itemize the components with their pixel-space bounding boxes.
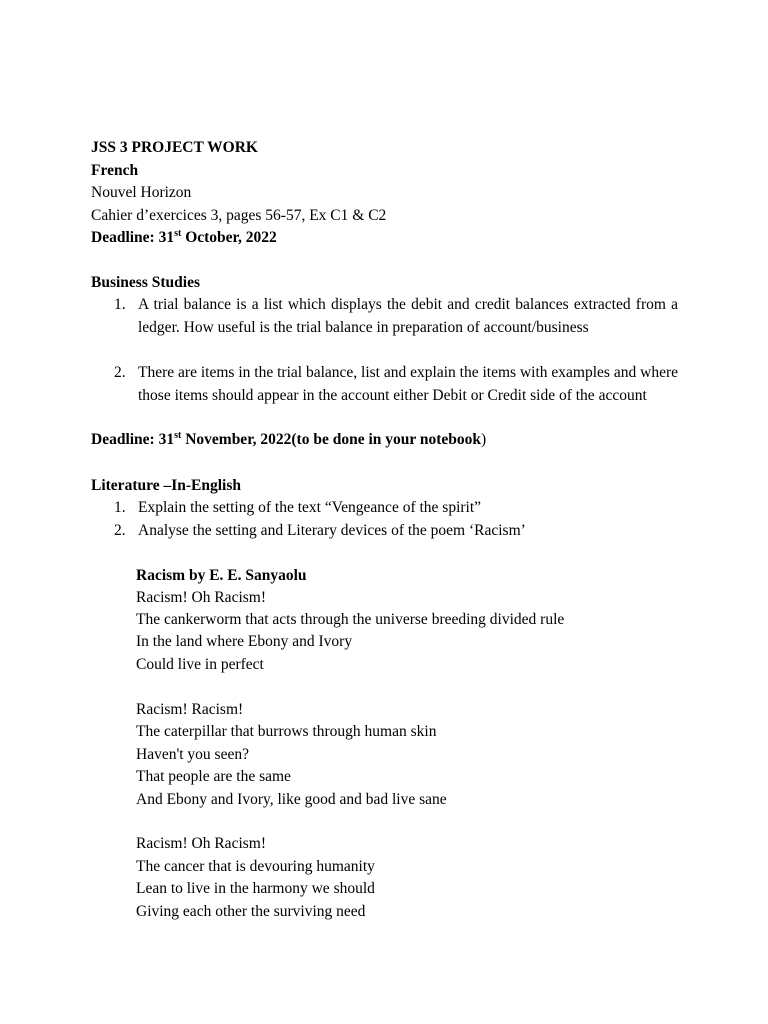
literature-item-2 [114, 520, 678, 543]
business-deadline-suffix: November, 2022(to be done in your notebook [181, 431, 482, 448]
french-deadline-suffix: October, 2022 [181, 229, 277, 246]
literature-item-1-number: 1. [114, 499, 126, 516]
poem-line: That people are the same [136, 768, 291, 785]
poem-title: Racism by E. E. Sanyaolu [136, 567, 307, 584]
french-task: Cahier d’exercices 3, pages 56-57, Ex C1 & C2 [91, 207, 387, 224]
french-deadline [91, 227, 277, 249]
business-deadline [91, 429, 486, 451]
poem-line: Could live in perfect [136, 656, 264, 673]
literature-item-2-text: Analyse the setting and Literary devices of the poem ‘Racism’ [138, 522, 526, 539]
literature-heading: Literature –In-English [91, 477, 241, 494]
french-book: Nouvel Horizon [91, 184, 192, 201]
french-heading: French [91, 162, 139, 179]
literature-item-2-number: 2. [114, 522, 126, 539]
literature-item-1 [114, 497, 678, 520]
business-item-1 [114, 294, 678, 339]
business-item-1-text: A trial balance is a list which displays the debit and credit balances extracted from a ledger. How useful is the trial balance in preparation of account/business [138, 296, 678, 336]
poem-line: Racism! Oh Racism! [136, 835, 267, 852]
poem-line: The caterpillar that burrows through human skin [136, 723, 437, 740]
poem-line: Haven't you seen? [136, 746, 249, 763]
french-deadline-prefix: Deadline: 31 [91, 229, 175, 246]
business-heading: Business Studies [91, 274, 200, 291]
french-deadline-sup: st [174, 227, 182, 239]
poem-line: Giving each other the surviving need [136, 903, 366, 920]
document-title: JSS 3 PROJECT WORK [91, 139, 258, 156]
business-item-1-number: 1. [114, 296, 126, 313]
poem-line: Racism! Racism! [136, 701, 244, 718]
business-deadline-sup: st [174, 429, 182, 441]
business-item-2-number: 2. [114, 364, 126, 381]
business-deadline-close: ) [481, 431, 487, 448]
poem-line: The cancer that is devouring humanity [136, 858, 375, 875]
poem-line: Lean to live in the harmony we should [136, 880, 375, 897]
business-item-2-text: There are items in the trial balance, list and explain the items with examples and where those items should appear in the account either Debit or Credit side of the account [138, 364, 678, 404]
poem-line: Racism! Oh Racism! [136, 589, 267, 606]
business-deadline-prefix: Deadline: 31 [91, 431, 175, 448]
literature-item-1-text: Explain the setting of the text “Vengeance of the spirit” [138, 499, 482, 516]
business-item-2 [114, 362, 678, 407]
poem-line: And Ebony and Ivory, like good and bad live sane [136, 791, 447, 808]
poem-line: In the land where Ebony and Ivory [136, 633, 353, 650]
poem-line: The cankerworm that acts through the universe breeding divided rule [136, 611, 565, 628]
